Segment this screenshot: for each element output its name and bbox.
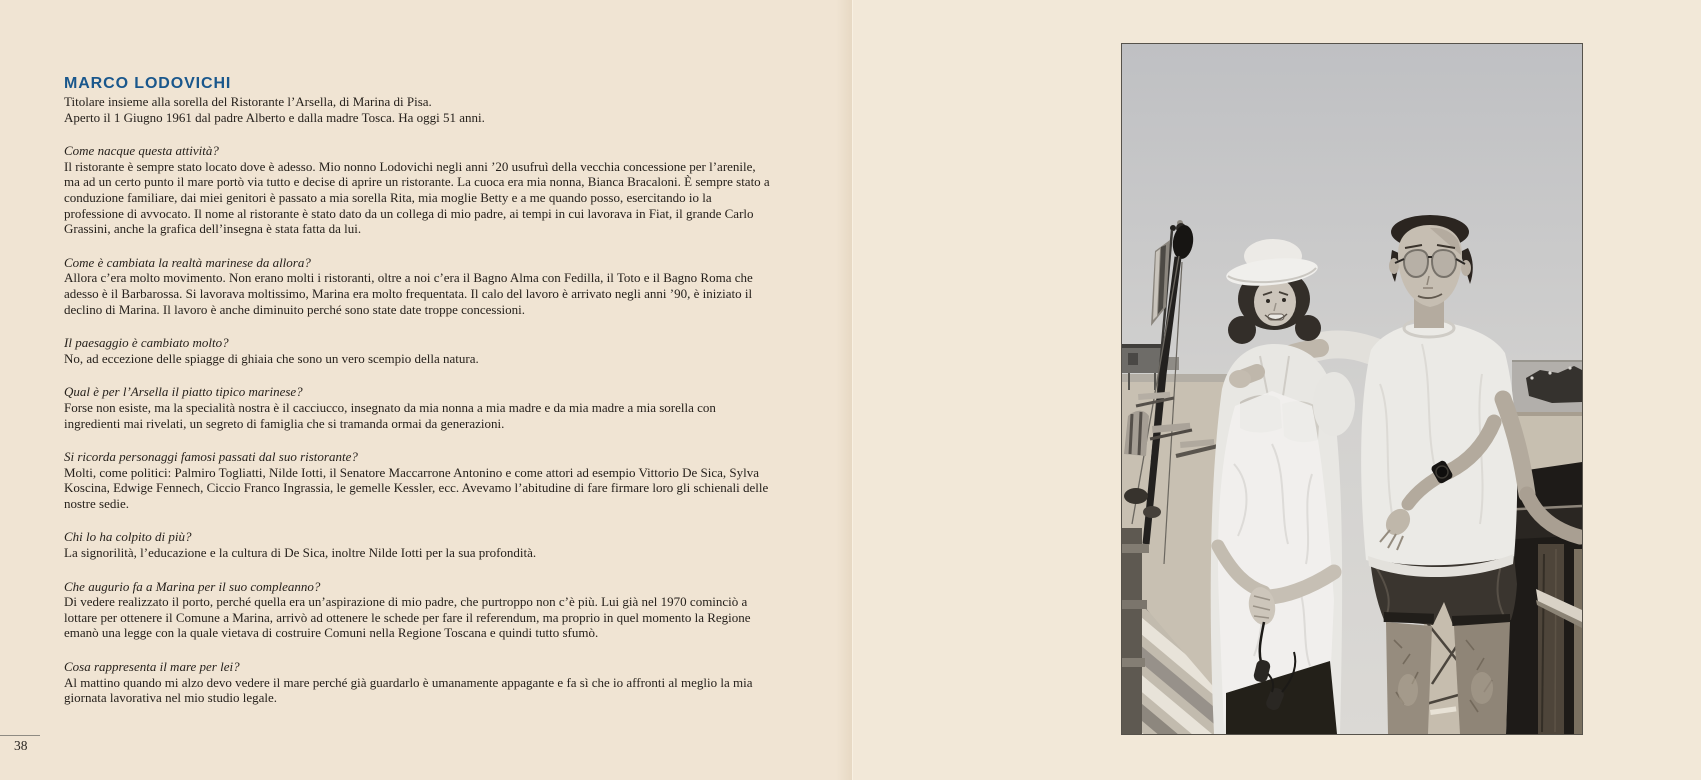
qa-question: Il paesaggio è cambiato molto?	[64, 335, 229, 351]
qa-question: Come nacque questa attività?	[64, 143, 219, 159]
qa-block	[64, 335, 772, 366]
qa-question: Che augurio fa a Marina per il suo compleanno?	[64, 578, 321, 594]
page-number: 38	[14, 738, 28, 753]
qa-question: Cosa rappresenta il mare per lei?	[64, 659, 240, 675]
intro-line: Titolare insieme alla sorella del Ristorante l’Arsella, di Marina di Pisa.	[64, 94, 432, 109]
qa-question: Come è cambiata la realtà marinese da allora?	[64, 254, 311, 270]
footer-rule	[0, 735, 40, 736]
photo-illustration	[1122, 44, 1582, 734]
qa-block	[64, 143, 772, 237]
qa-block	[64, 659, 772, 706]
qa-answer: Al mattino quando mi alzo devo vedere il mare perché già guardarlo è umanamente appagante e fa sì che io affronti al meglio la mia giornata lavorativa nel mio studio legale.	[64, 674, 753, 706]
photo-frame	[1121, 43, 1583, 735]
qa-answer: La signorilità, l’educazione e la cultura di De Sica, inoltre Nilde Iotti per la sua profondità.	[64, 545, 537, 561]
intro-paragraph	[64, 94, 772, 125]
qa-block	[64, 255, 772, 317]
page-title: MARCO LODOVICHI	[64, 74, 232, 92]
qa-answer: Forse non esiste, ma la specialità nostra è il cacciucco, insegnato da mia nonna a mia madre e da mia madre a mia sorella con ingredienti mai rivelati, un segreto di famiglia che si tramanda ormai da generazioni.	[64, 399, 716, 431]
qa-block	[64, 384, 772, 431]
qa-question: Si ricorda personaggi famosi passati dal suo ristorante?	[64, 449, 358, 465]
qa-answer: Di vedere realizzato il porto, perché quella era un’aspirazione di mio padre, che purtroppo non c’è più. Lui già nel 1970 cominciò a lottare per ottenere il Comune a Marina, arrivò ad ottenere le schede per fare il referendum, ma proprio in quel momento la Regione emanò una legge con la quale vietava di costruire Comuni nella Regione Toscana e quindi tutto sfumò.	[64, 594, 751, 641]
qa-answer: Molti, come politici: Palmiro Togliatti, Nilde Iotti, il Senatore Maccarrone Antonino e come attori ad esempio Vittorio De Sica, Sylva Koscina, Edwige Fennech, Ciccio Franco Ingrassia, le gemelle Kessler, ecc. Avevamo l’abitudine di fare firmare loro gli schienali delle nostre sedie.	[64, 464, 769, 511]
intro-line: Aperto il 1 Giugno 1961 dal padre Alberto e dalla madre Tosca. Ha oggi 51 anni.	[64, 109, 485, 125]
qa-answer: No, ad eccezione delle spiagge di ghiaia che sono un vero scempio della natura.	[64, 350, 479, 366]
qa-question: Chi lo ha colpito di più?	[64, 529, 192, 545]
qa-block	[64, 529, 772, 560]
right-page	[852, 0, 1701, 780]
qa-block	[64, 579, 772, 641]
qa-question: Qual è per l’Arsella il piatto tipico marinese?	[64, 384, 303, 400]
interview-text	[64, 94, 772, 706]
qa-block	[64, 449, 772, 511]
qa-answer: Allora c’era molto movimento. Non erano molti i ristoranti, oltre a noi c’era il Bagno Alma con Fedilla, il Toto e il Bagno Roma che adesso è il Barbarossa. Si lavorava moltissimo, Marina era molto frequentata. Il calo del lavoro è arrivato negli anni ’90, è iniziato il declino di Marina. Il lavoro è anche diminuito perché sono state date troppe concessioni.	[64, 270, 753, 317]
qa-answer: Il ristorante è sempre stato locato dove è adesso. Mio nonno Lodovichi negli anni ’20 usufruì della vecchia concessione per l’arenile, ma ad un certo punto il mare portò via tutto e decise di aprire un ristorante. La cuoca era mia nonna, Bianca Bracaloni. È sempre stato a conduzione familiare, dai miei genitori è passato a mia sorella Rita, mia moglie Betty e a me quando posso, esercitando io la professione di avvocato. Il nome al ristorante è stato dato da un collega di mio padre, ai tempi in cui lavorava in Fiat, il grande Carlo Grassini, anche la grafica dell’insegna è stata fatta da lui.	[64, 158, 770, 237]
